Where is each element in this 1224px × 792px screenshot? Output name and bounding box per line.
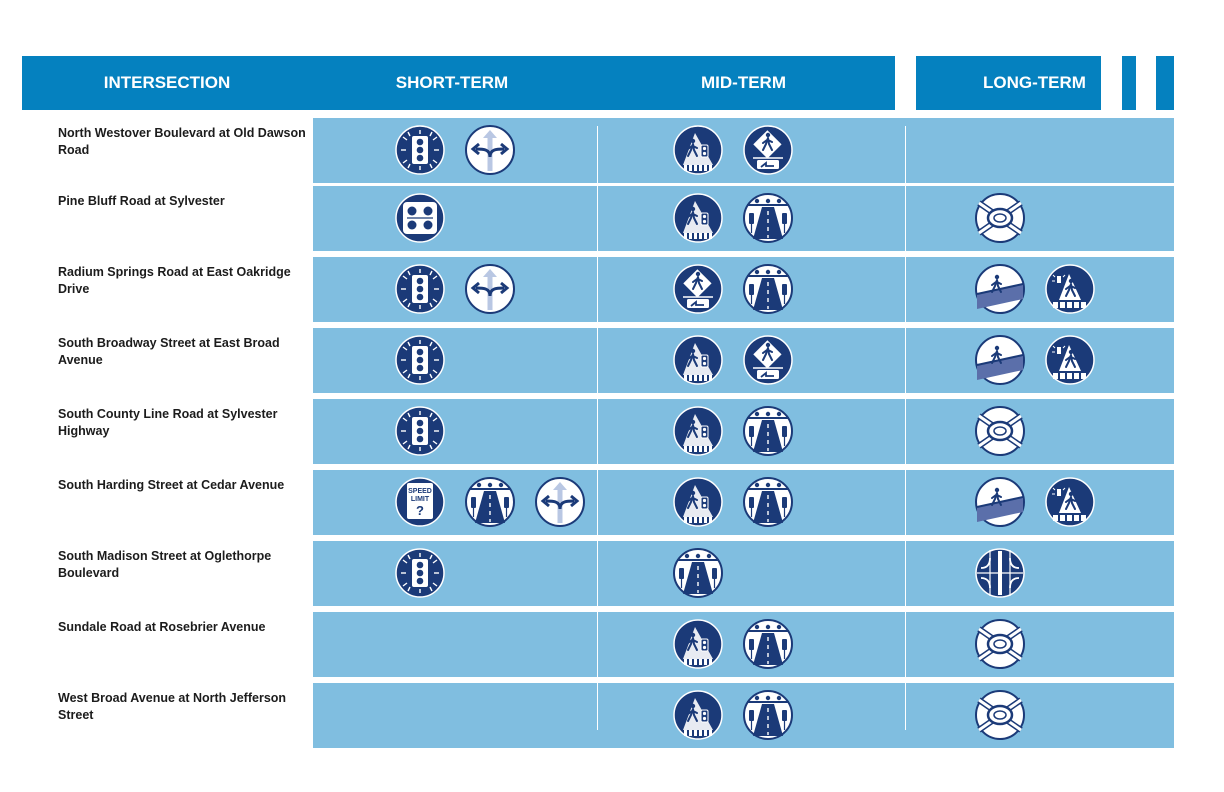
intersection-name: West Broad Avenue at North Jefferson Street bbox=[58, 691, 287, 722]
intersection-name: Radium Springs Road at East Oakridge Drive bbox=[58, 265, 291, 296]
svg-text:LIMIT: LIMIT bbox=[410, 496, 430, 503]
header-intersection bbox=[22, 56, 312, 110]
road-lane-signals-icon bbox=[743, 690, 793, 740]
pedestrian-signal-crosswalk-icon bbox=[673, 477, 723, 527]
intersection-name: Pine Bluff Road at Sylvester bbox=[58, 194, 225, 208]
header-long-term bbox=[916, 56, 1101, 110]
road-lane-signals-icon bbox=[673, 548, 723, 598]
raised-crosswalk-icon bbox=[975, 335, 1025, 385]
pedestrian-beacon-crosswalk-icon bbox=[1045, 335, 1095, 385]
traffic-signal-icon bbox=[395, 548, 445, 598]
pedestrian-signal-crosswalk-icon bbox=[673, 193, 723, 243]
road-lane-signals-icon bbox=[743, 406, 793, 456]
intersection-name: Sundale Road at Rosebrier Avenue bbox=[58, 620, 266, 634]
median-intersection-icon bbox=[975, 548, 1025, 598]
pedestrian-signal-crosswalk-icon bbox=[673, 690, 723, 740]
lane-split-arrow-icon bbox=[465, 264, 515, 314]
road-lane-signals-icon bbox=[743, 477, 793, 527]
pedestrian-beacon-crosswalk-icon bbox=[1045, 264, 1095, 314]
pedestrian-beacon-crosswalk-icon bbox=[1045, 477, 1095, 527]
road-lane-signals-icon bbox=[465, 477, 515, 527]
header-accent-bar bbox=[1122, 56, 1136, 110]
pedestrian-signal-crosswalk-icon bbox=[673, 619, 723, 669]
intersection-name: South County Line Road at Sylvester Highway bbox=[58, 407, 278, 438]
svg-text:SPEED: SPEED bbox=[408, 488, 432, 495]
signal-heads-icon bbox=[395, 193, 445, 243]
header-mid-term-label: MID-TERM bbox=[701, 73, 786, 92]
header-short-term-label: SHORT-TERM bbox=[395, 73, 509, 92]
column-divider bbox=[597, 126, 598, 730]
intersection-name: North Westover Boulevard at Old Dawson Road bbox=[58, 126, 306, 157]
header-intersection-label: INTERSECTION bbox=[103, 73, 231, 92]
roundabout-icon bbox=[975, 406, 1025, 456]
speed-limit-sign-icon bbox=[395, 477, 445, 527]
road-lane-signals-icon bbox=[743, 193, 793, 243]
pedestrian-crossing-sign-icon bbox=[743, 335, 793, 385]
raised-crosswalk-icon bbox=[975, 264, 1025, 314]
traffic-signal-icon bbox=[395, 125, 445, 175]
roundabout-icon bbox=[975, 193, 1025, 243]
raised-crosswalk-icon bbox=[975, 477, 1025, 527]
pedestrian-crossing-sign-icon bbox=[673, 264, 723, 314]
road-lane-signals-icon bbox=[743, 264, 793, 314]
header-accent-bar bbox=[1156, 56, 1174, 110]
pedestrian-crossing-sign-icon bbox=[743, 125, 793, 175]
roundabout-icon bbox=[975, 619, 1025, 669]
svg-text:?: ? bbox=[416, 503, 424, 518]
pedestrian-signal-crosswalk-icon bbox=[673, 335, 723, 385]
roundabout-icon bbox=[975, 690, 1025, 740]
road-lane-signals-icon bbox=[743, 619, 793, 669]
header-short-term bbox=[312, 56, 592, 110]
column-divider bbox=[905, 126, 906, 730]
intersection-name: South Harding Street at Cedar Avenue bbox=[58, 478, 285, 492]
pedestrian-signal-crosswalk-icon bbox=[673, 125, 723, 175]
traffic-signal-icon bbox=[395, 335, 445, 385]
traffic-signal-icon bbox=[395, 264, 445, 314]
lane-split-arrow-icon bbox=[535, 477, 585, 527]
header-mid-term bbox=[592, 56, 895, 110]
intersection-name: South Madison Street at Oglethorpe Boulevard bbox=[58, 549, 272, 580]
header-long-term-label: LONG-TERM bbox=[983, 73, 1086, 92]
intersection-name: South Broadway Street at East Broad Avenue bbox=[58, 336, 280, 367]
pedestrian-signal-crosswalk-icon bbox=[673, 406, 723, 456]
traffic-signal-icon bbox=[395, 406, 445, 456]
lane-split-arrow-icon bbox=[465, 125, 515, 175]
